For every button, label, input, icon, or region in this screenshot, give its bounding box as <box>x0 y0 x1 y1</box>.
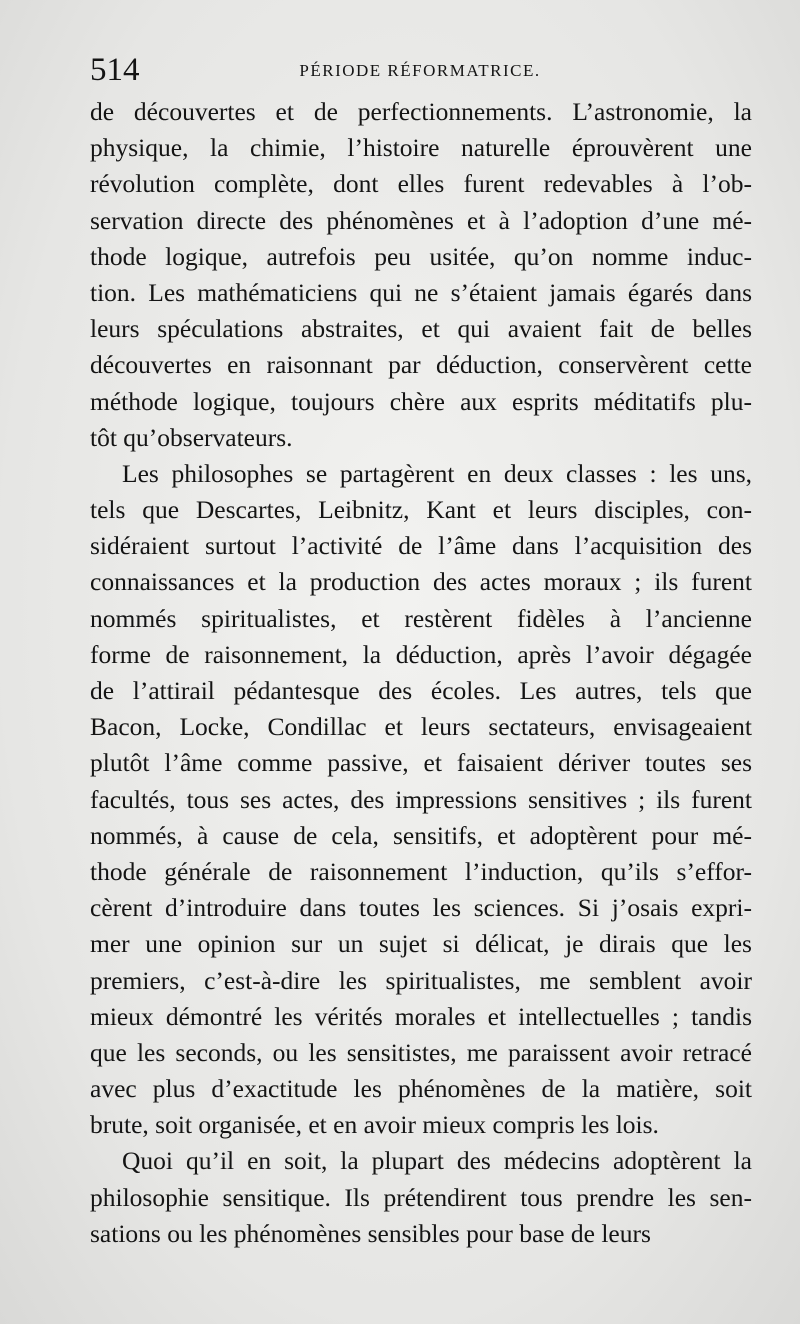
text-line: tôt qu’observateurs. <box>90 422 293 452</box>
text-line: Les philosophes se partagèrent en deux classes : les uns, <box>122 458 752 488</box>
text-line: tion. Les mathématiciens qui ne s’étaient jamais égarés dans <box>90 277 752 307</box>
text-line: révolution complète, dont elles furent redevables à l’ob- <box>90 169 752 199</box>
paragraph <box>90 1143 752 1252</box>
text-line: nommés spiritualistes, et restèrent fidèles à l’ancienne <box>90 603 752 633</box>
text-line: de découvertes et de perfectionnements. L’astronomie, la <box>90 97 752 126</box>
text-line: nommés, à cause de cela, sensitifs, et adoptèrent pour mé- <box>90 820 752 850</box>
text-line: mieux démontré les vérités morales et intellectuelles ; tandis <box>90 1001 752 1031</box>
text-line: tels que Descartes, Leibnitz, Kant et leurs disciples, con- <box>90 495 752 525</box>
text-line: sations ou les phénomènes sensibles pour base de leurs <box>90 1218 651 1248</box>
text-line: brute, soit organisée, et en avoir mieux compris les lois. <box>90 1110 659 1140</box>
text-line: premiers, c’est-à-dire les spiritualistes, me semblent avoir <box>90 965 752 995</box>
running-head: PÉRIODE RÉFORMATRICE. <box>299 61 541 80</box>
text-line: leurs spéculations abstraites, et qui avaient fait de belles <box>90 314 752 344</box>
text-line: thode logique, autrefois peu usitée, qu’on nomme induc- <box>90 241 752 271</box>
paragraph <box>90 94 752 456</box>
text-line: Quoi qu’il en soit, la plupart des médecins adoptèrent la <box>122 1146 752 1176</box>
text-line: découvertes en raisonnant par déduction, conservèrent cette <box>90 350 752 380</box>
text-line: méthode logique, toujours chère aux esprits méditatifs plu- <box>90 386 752 416</box>
text-line: cèrent d’introduire dans toutes les sciences. Si j’osais expri- <box>90 893 752 923</box>
text-line: servation directe des phénomènes et à l’adoption d’une mé- <box>90 205 752 235</box>
text-line: de l’attirail pédantesque des écoles. Les autres, tels que <box>90 676 752 705</box>
text-line: philosophie sensitique. Ils prétendirent tous prendre les sen- <box>90 1182 752 1212</box>
text-line: facultés, tous ses actes, des impressions sensitives ; ils furent <box>90 784 752 814</box>
text-line: sidéraient surtout l’activité de l’âme dans l’acquisition des <box>90 531 752 561</box>
text-line: physique, la chimie, l’histoire naturelle éprouvèrent une <box>90 133 752 163</box>
text-line: avec plus d’exactitude les phénomènes de la matière, soit <box>90 1074 752 1104</box>
text-line: mer une opinion sur un sujet si délicat, je dirais que les <box>90 929 752 959</box>
text-line: thode générale de raisonnement l’induction, qu’ils s’effor- <box>90 856 752 886</box>
page-header <box>90 50 750 90</box>
text-line: que les seconds, ou les sensitistes, me paraissent avoir retracé <box>90 1037 752 1067</box>
page-number: 514 <box>90 52 140 88</box>
body-text <box>90 94 752 1252</box>
text-line: connaissances et la production des actes moraux ; ils furent <box>90 567 752 597</box>
text-line: Bacon, Locke, Condillac et leurs sectateurs, envisageaient <box>90 712 752 742</box>
text-line: plutôt l’âme comme passive, et faisaient dériver toutes ses <box>90 748 752 778</box>
text-line: forme de raisonnement, la déduction, après l’avoir dégagée <box>90 639 752 669</box>
paragraph <box>90 456 752 1144</box>
